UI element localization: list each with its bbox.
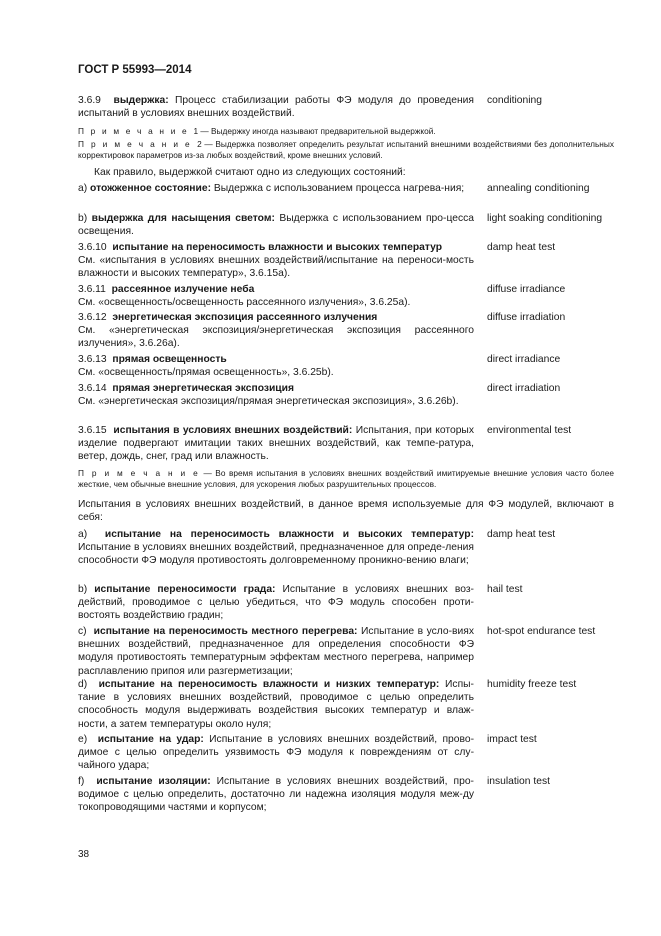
test-f-english: insulation test [487,776,550,787]
conditioning-b: b) выдержка для насыщения светом: Выдержка с использованием про-цесса освещения. [78,213,474,238]
entry-3-6-9: 3.6.9 выдержка: Процесс стабилизации работы ФЭ модуля до проведения испытаний в условиях внешних воздействий. [78,95,474,120]
entry-3-6-12-english: diffuse irradiation [487,312,566,323]
note-3: П р и м е ч а н и е — Во время испытания в условиях внешних воздействий имитируемые внешние условия часто более жесткие, чем обычные внешние условия, для ускорения любых разрушительных процессов. [78,468,614,489]
test-c-english: hot-spot endurance test [487,626,596,637]
paragraph-tests: Испытания в условиях внешних воздействий, в данное время используемые для ФЭ модулей, включают в себя: [78,499,614,524]
intro-text: Как правило, выдержкой считают одно из следующих состояний: [94,167,406,178]
entry-3-6-11-english: diffuse irradiance [487,284,566,295]
test-f: f) испытание изоляции: Испытание в условиях внешних воздействий, про-водимое с целью определить, достаточно ли надежна изоляция модуля меж-ду токопроводящими частями и корпусом; [78,776,474,814]
entry-3-6-15-english: environmental test [487,425,572,436]
note-1: П р и м е ч а н и е 1 — Выдержку иногда называют предварительной выдержкой. [78,126,436,136]
entry-3-6-12: 3.6.12 энергетическая экспозиция рассеянного излучения См. «энергетическая экспозиция/энергетическая экспозиция рассеянного излучения», 3.6.26а). [78,312,474,350]
conditioning-a: a) отожженное состояние: Выдержка с использованием процесса нагрева-ния; [78,183,465,194]
conditioning-b-english: light soaking conditioning [487,213,603,224]
test-c: с) испытание на переносимость местного перегрева: Испытание в усло-виях внешних воздействий, предназначенное для определения способности ФЭ модуля противостоять температурным эффектам местного перегрева, например расплавлению припоя или разгерметизации; [78,626,474,677]
test-b-english: hail test [487,584,523,595]
entry-3-6-14: 3.6.14 прямая энергетическая экспозиция См. «энергетическая экспозиция/прямая энергетическая экспозиция», 3.6.26b). [78,383,459,408]
entry-3-6-10: 3.6.10 испытание на переносимость влажности и высоких температур См. «испытания в условиях внешних воздействий/испытание на переноси-мость влажности и высоких температур», 3.6.15а). [78,242,474,280]
entry-3-6-15: 3.6.15 испытания в условиях внешних воздействий: Испытания, при которых изделие подвергают имитации таких внешних воздействий, как темпе-ратура, ветер, дождь, снег, град или влажность. [78,425,474,463]
entry-3-6-10-english: damp heat test [487,242,556,253]
test-e-english: impact test [487,734,537,745]
test-d: d) испытание на переносимость влажности и низких температур: Испы-тание в условиях внешних воздействий, проводимое с целью определить способность модуля выдерживать воздействия высоких температур и влаж-ности, а затем температуры около нуля; [78,679,474,730]
document-header: ГОСТ Р 55993—2014 [78,64,192,76]
test-d-english: humidity freeze test [487,679,577,690]
test-a: а) испытание на переносимость влажности и высоких температур: Испытание в условиях внешних воздействий, предназначенное для опреде-ления способности ФЭ модуля противостоять долговременному проникно-вению влаги; [78,529,474,567]
page-number: 38 [78,849,90,860]
entry-3-6-14-english: direct irradiation [487,383,561,394]
entry-3-6-13-english: direct irradiance [487,354,561,365]
test-a-english: damp heat test [487,529,556,540]
entry-3-6-11: 3.6.11 рассеянное излучение неба См. «освещенность/освещенность рассеянного излучения», 3.6.25а). [78,284,411,309]
conditioning-a-english: annealing conditioning [487,183,590,194]
entry-3-6-13: 3.6.13 прямая освещенность См. «освещенность/прямая освещенность», 3.6.25b). [78,354,334,379]
test-e: е) испытание на удар: Испытание в условиях внешних воздействий, прово-димое с целью определить уязвимость ФЭ модуля к повреждениям от слу-чайного удара; [78,734,474,772]
entry-3-6-9-english: conditioning [487,95,542,106]
note-2: П р и м е ч а н и е 2 — Выдержка позволяет определить результат испытаний внешними воздействиями без дополнительных корректировок параметров из-за любых воздействий, кроме внешних условий. [78,139,614,160]
test-b: b) испытание переносимости града: Испытание в условиях внешних воз-действий, проводимое с целью убедиться, что ФЭ модуль способен проти-востоять воздействию градин; [78,584,474,622]
